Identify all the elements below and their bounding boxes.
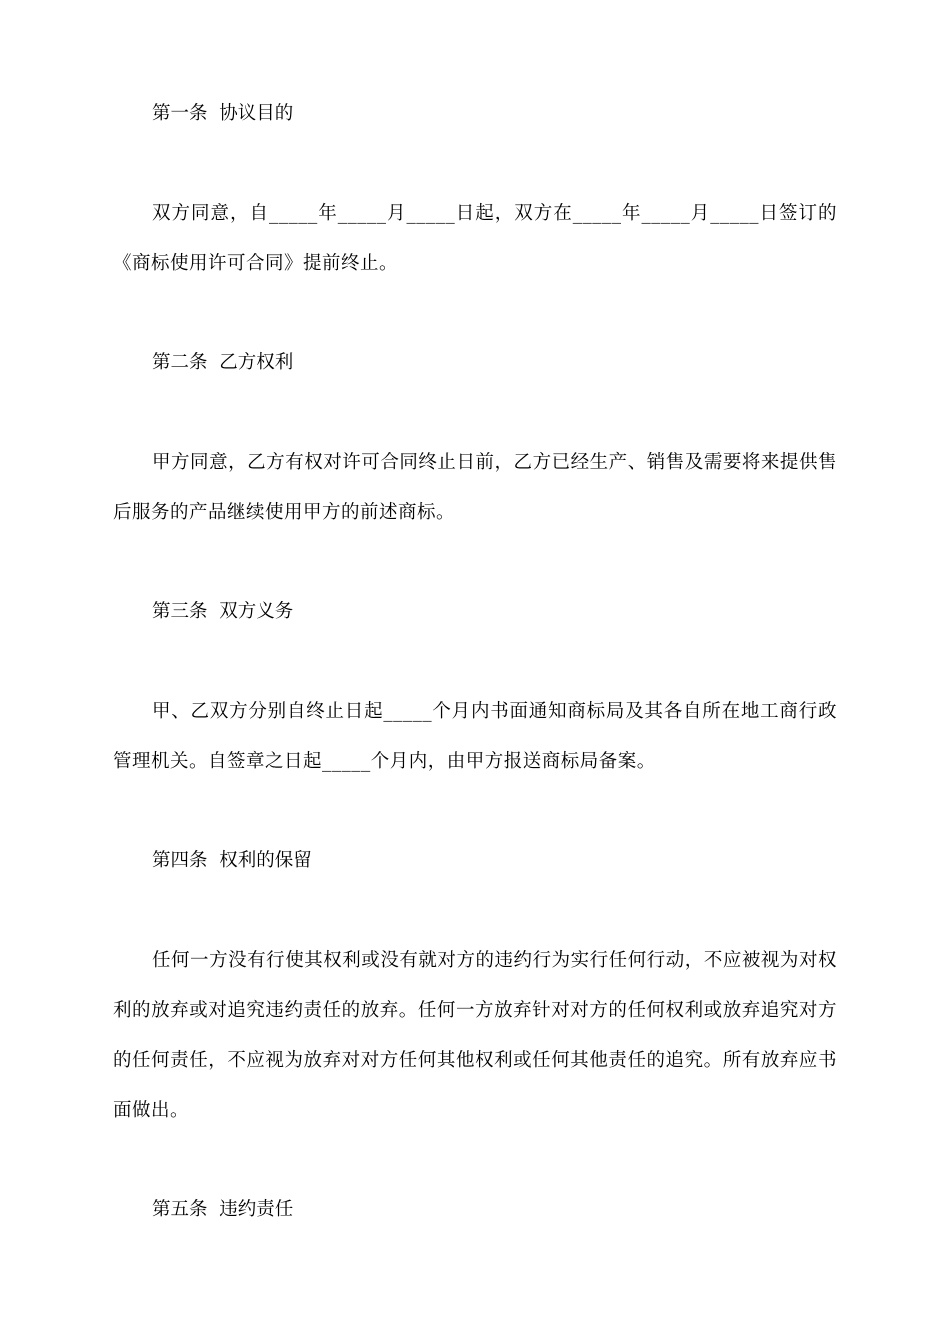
article-2-heading: 第二条 乙方权利: [152, 352, 294, 373]
article-3-body: 甲、乙双方分别自终止日起_____个月内书面通知商标局及其各自所在地工商行政管理机关。自签章之日起_____个月内，由甲方报送商标局备案。: [113, 701, 837, 772]
article-4-heading: 第四条 权利的保留: [152, 850, 312, 871]
article-3-heading: 第三条 双方义务: [152, 601, 294, 622]
article-2-body: 甲方同意，乙方有权对许可合同终止日前，乙方已经生产、销售及需要将来提供售后服务的产品继续使用甲方的前述商标。: [113, 452, 837, 523]
article-4-body: 任何一方没有行使其权利或没有就对方的违约行为实行任何行动，不应被视为对权利的放弃或对追究违约责任的放弃。任何一方放弃针对对方的任何权利或放弃追究对方的任何责任，不应视为放弃对对方任何其他权利或任何其他责任的追究。所有放弃应书面做出。: [113, 950, 837, 1121]
article-1-heading: 第一条 协议目的: [152, 103, 294, 124]
article-1-body: 双方同意，自_____年_____月_____日起，双方在_____年_____月_____日签订的《商标使用许可合同》提前终止。: [113, 203, 837, 274]
article-5-heading: 第五条 违约责任: [152, 1199, 294, 1220]
